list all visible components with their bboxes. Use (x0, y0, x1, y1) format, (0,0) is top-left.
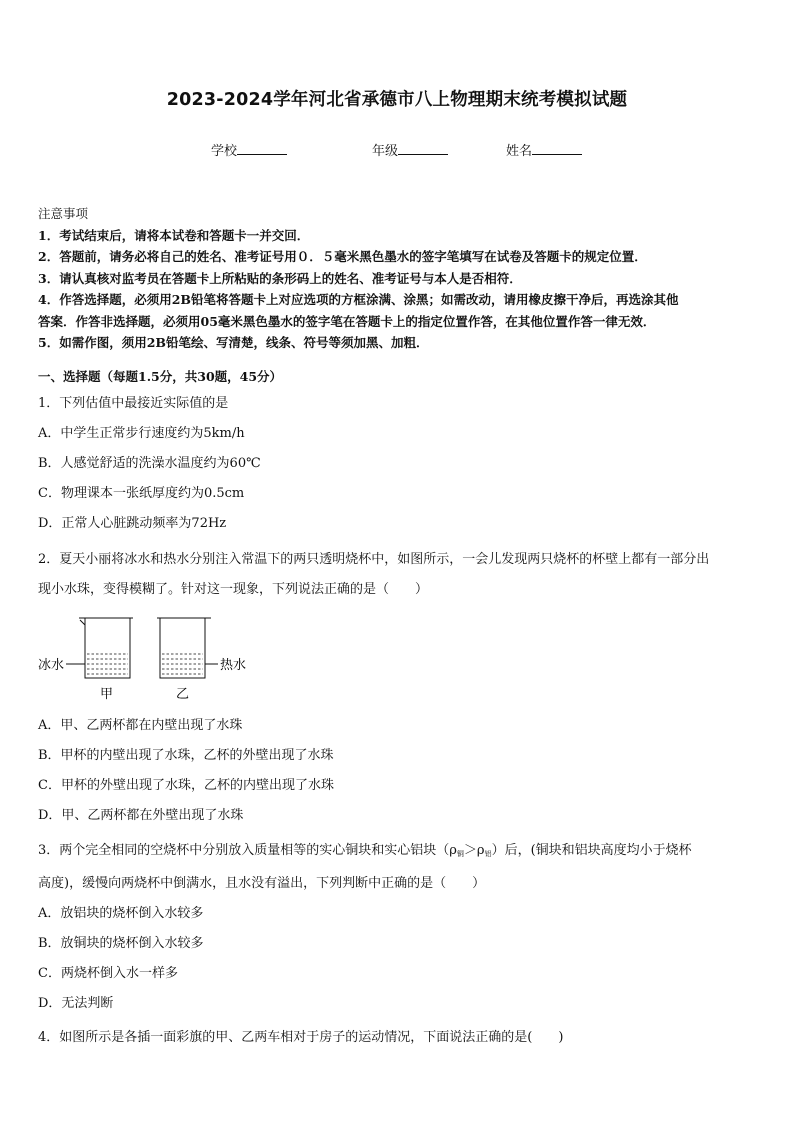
note-item: 2．答题前，请务必将自己的姓名、准考证号用０．５毫米黑色墨水的签字笔填写在试卷及答题卡的规定位置． (38, 249, 647, 264)
option-b[interactable]: B．甲杯的内壁出现了水珠，乙杯的外壁出现了水珠 (38, 748, 334, 763)
question-stem: 4．如图所示是各插一面彩旗的甲、乙两车相对于房子的运动情况，下面说法正确的是( ) (38, 1030, 564, 1045)
question-stem: 现小水珠，变得模糊了。针对这一现象，下列说法正确的是（ ） (38, 582, 429, 597)
beaker-jia (66, 618, 133, 678)
note-item: 3．请认真核对监考员在答题卡上所粘贴的条形码上的姓名、准考证号与本人是否相符． (38, 270, 522, 286)
question-2-options (38, 711, 762, 831)
label-ice-water: 冰水 (38, 658, 65, 673)
stem-part: 3．两个完全相同的空烧杯中分别放入质量相等的实心铜块和实心铝块（ρ (38, 843, 457, 858)
grade-label: 年级 (372, 144, 399, 159)
grade-field[interactable] (372, 140, 448, 159)
option-d[interactable]: D．甲、乙两杯都在外壁出现了水珠 (38, 808, 244, 823)
stem-part: ＞ρ (463, 843, 485, 858)
option-d[interactable]: D．无法判断 (38, 996, 114, 1011)
question-1 (38, 389, 762, 539)
question-4 (38, 1023, 762, 1053)
option-a[interactable]: A．放铝块的烧杯倒入水较多 (38, 906, 204, 921)
option-d[interactable]: D．正常人心脏跳动频率为72Hz (38, 516, 227, 531)
school-field[interactable] (211, 140, 287, 159)
grade-blank[interactable] (398, 142, 448, 155)
name-label: 姓名 (506, 144, 533, 159)
school-blank[interactable] (237, 142, 287, 155)
beaker-yi (157, 618, 218, 678)
section-heading: 一、选择题（每题1.5分，共30题，45分） (38, 369, 283, 384)
notes-block (38, 203, 762, 354)
option-b[interactable]: B．放铜块的烧杯倒入水较多 (38, 936, 204, 951)
question-stem: 2．夏天小丽将冰水和热水分别注入常温下的两只透明烧杯中，如图所示，一会儿发现两只烧杯的杯壁上都有一部分出 (38, 552, 710, 567)
option-a[interactable]: A．中学生正常步行速度约为5km/h (38, 426, 245, 441)
question-stem: 高度)，缓慢向两烧杯中倒满水，且水没有溢出，下列判断中正确的是（ ） (38, 876, 486, 891)
note-item: 1．考试结束后，请将本试卷和答题卡一并交回． (38, 227, 310, 243)
school-label: 学校 (211, 144, 238, 159)
stem-part: ）后，(铜块和铝块高度均小于烧杯 (491, 843, 692, 858)
beakers-figure (36, 612, 251, 704)
name-blank[interactable] (532, 142, 582, 155)
option-b[interactable]: B．人感觉舒适的洗澡水温度约为60℃ (38, 456, 261, 471)
option-c[interactable]: C．甲杯的外壁出现了水珠，乙杯的内壁出现了水珠 (38, 778, 334, 793)
label-jia: 甲 (100, 687, 114, 702)
subscript-aluminum: 铝 (484, 850, 492, 858)
note-item: 5．如需作图，须用2B铅笔绘、写清楚，线条、符号等须加黑、加粗． (38, 335, 429, 350)
option-c[interactable]: C．两烧杯倒入水一样多 (38, 966, 178, 981)
notes-heading: 注意事项 (38, 206, 89, 221)
note-item: 4．作答选择题，必须用2B铅笔将答题卡上对应选项的方框涂满、涂黑；如需改动，请用橡皮擦干净后，再选涂其他 (38, 292, 679, 307)
option-c[interactable]: C．物理课本一张纸厚度约为0.5cm (38, 486, 245, 501)
subscript-copper: 铜 (456, 850, 464, 858)
option-a[interactable]: A．甲、乙两杯都在内壁出现了水珠 (38, 718, 243, 733)
page-title: 2023-2024学年河北省承德市八上物理期末统考模拟试题 (166, 90, 628, 110)
question-stem (38, 836, 762, 869)
question-stem: 1．下列估值中最接近实际值的是 (38, 396, 229, 411)
question-2-stem (38, 545, 762, 605)
name-field[interactable] (506, 140, 582, 159)
question-3 (38, 836, 762, 1019)
label-yi: 乙 (176, 687, 190, 702)
note-item: 答案．作答非选择题，必须用05毫米黑色墨水的签字笔在答题卡上的指定位置作答，在其他位置作答一律无效． (38, 313, 656, 329)
label-hot-water: 热水 (220, 658, 247, 673)
